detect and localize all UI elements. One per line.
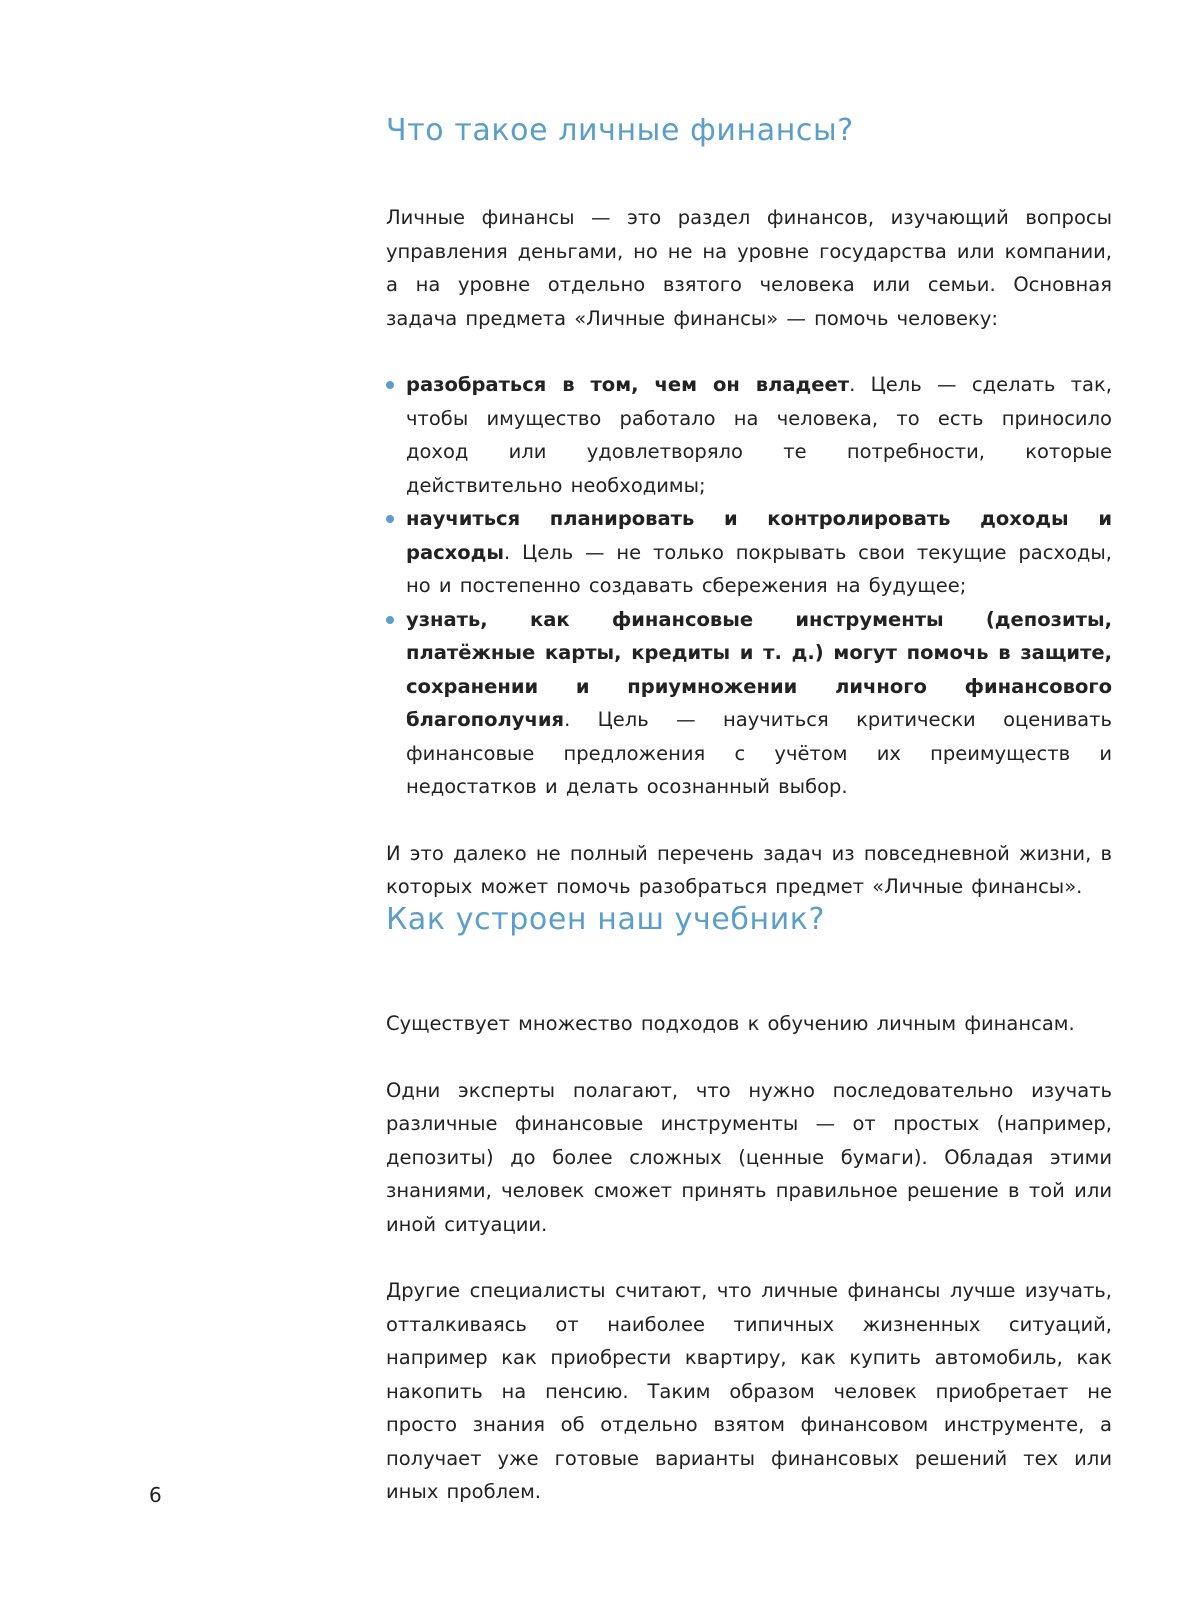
list-item-text: . Цель — не только покрывать свои текущие расходы, но и постепенно создавать сбережения на будущее; [406, 540, 1112, 597]
approaches-paragraph: Существует множество подходов к обучению личным финансам. [386, 1012, 1075, 1035]
list-item-bold: научиться планировать и контролировать доходы и расходы [406, 507, 1112, 564]
list-item [386, 502, 1112, 603]
list-item-text: . Цель — сделать так, чтобы имущество работало на человека, то есть приносило доход или удовлетворяло те потребности, которые действительно необходимы; [406, 373, 1112, 497]
page-number: 6 [149, 1483, 162, 1507]
section-heading-textbook-structure: Как устроен наш учебник? [386, 902, 826, 937]
bullet-dot-icon [386, 381, 394, 389]
experts-paragraph: Одни эксперты полагают, что нужно последовательно изучать различные финансовые инструменты — от простых (например, депозиты) до более сложных (ценные бумаги). Обладая этими знаниями, человек сможет принять правильное решение в той или иной ситуации. [386, 1078, 1112, 1236]
closing-paragraph: И это далеко не полный перечень задач из повседневной жизни, в которых может помочь разобраться предмет «Личные финансы». [386, 841, 1112, 898]
list-item-text: . Цель — научиться критически оценивать финансовые предложения с учётом их преимуществ и недостатков и делать осознанный выбор. [406, 708, 1112, 798]
intro-paragraph: Личные финансы — это раздел финансов, изучающий вопросы управления деньгами, но не на уровне государства или компании, а на уровне отдельно взятого человека или семьи. Основная задача предмета «Личные финансы» — помочь человеку: [386, 206, 1112, 330]
section-heading-personal-finance: Что такое личные финансы? [386, 113, 854, 148]
list-item [386, 603, 1112, 804]
list-item-bold: узнать, как финансовые инструменты (депозиты, платёжные карты, кредиты и т. д.) могут помочь в защите, сохранении и приумножении личного финансового благополучия [406, 607, 1112, 731]
bullet-dot-icon [386, 616, 394, 624]
section-textbook-structure-body [386, 1007, 1112, 1509]
bullet-dot-icon [386, 515, 394, 523]
section-personal-finance-body [386, 201, 1112, 904]
list-item [386, 368, 1112, 502]
list-item-bold: разобраться в том, чем он владеет [406, 373, 850, 396]
specialists-paragraph: Другие специалисты считают, что личные финансы лучше изучать, отталкиваясь от наиболее типичных жизненных ситуаций, например как приобрести квартиру, как купить автомобиль, как накопить на пенсию. Таким образом человек приобретает не просто знания об отдельно взятом финансовом инструменте, а получает уже готовые варианты финансовых решений тех или иных проблем. [386, 1279, 1112, 1503]
goals-list [386, 368, 1112, 804]
